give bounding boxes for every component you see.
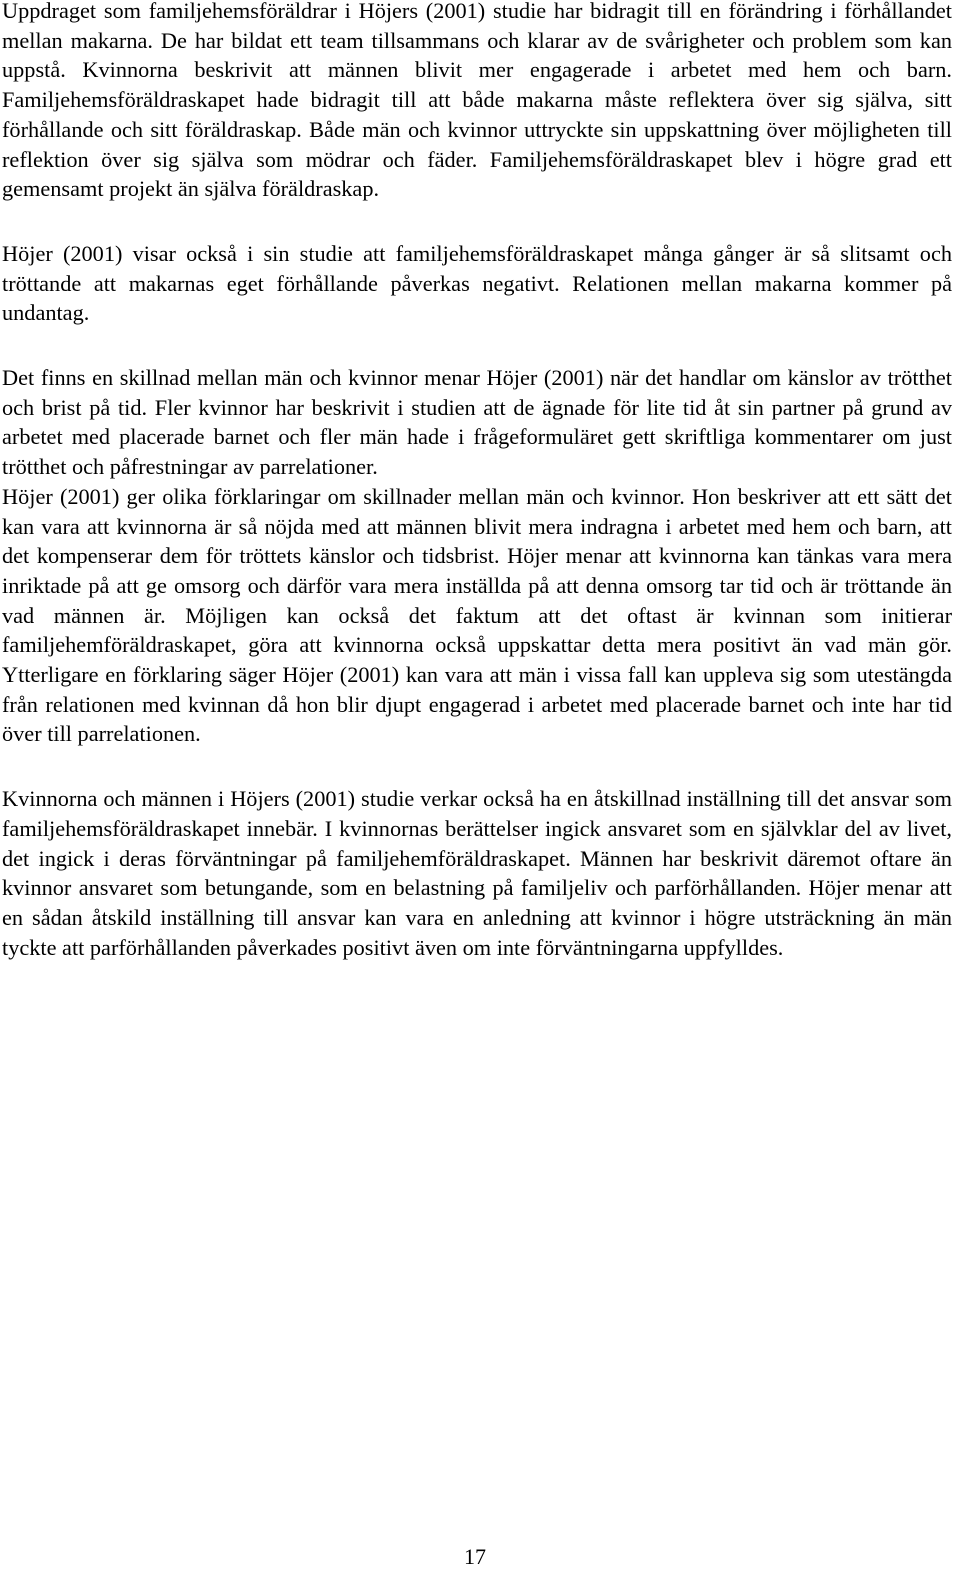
- body-text: [2, 0, 952, 962]
- paragraph-2: Höjer (2001) visar också i sin studie att familjehemsföräldraskapet många gånger är så slitsamt och tröttande att makarnas eget förhållande påverkas negativt. Relationen mellan makarna kommer på undantag.: [2, 240, 952, 326]
- paragraph-3: Det finns en skillnad mellan män och kvinnor menar Höjer (2001) när det handlar om känslor av trötthet och brist på tid. Fler kvinnor har beskrivit i studien att de ägnade för lite tid åt sin partner på grund av arbetet med placerade barnet och fler män hade i frågeformuläret gett skriftliga kommentarer om just trötthet och påfrestningar av parrelationer.: [2, 365, 952, 480]
- paragraph-4: Höjer (2001) ger olika förklaringar om skillnader mellan män och kvinnor. Hon beskriver att ett sätt det kan vara att kvinnorna är så nöjda med att männen blivit mera indragna i arbetet med hem och barn, att det kompenserar dem för tröttets känslor och tidsbrist. Höjer menar att kvinnorna kan tänkas vara mera inriktade på att ge omsorg och därför vara mera inställda på att denna omsorg tar tid och är tröttande än vad männen är. Möjligen kan också det faktum att det oftast är kvinnan som initierar familjehemföräldraskapet, göra att kvinnorna också uppskattar detta mera positivt än vad män gör. Ytterligare en förklaring säger Höjer (2001) kan vara att män i vissa fall kan uppleva sig som utestängda från relationen med kvinnan då hon blir djupt engagerad i arbetet med placerade barnet och inte har tid över till parrelationen.: [2, 483, 952, 747]
- paragraph-5: Kvinnorna och männen i Höjers (2001) studie verkar också ha en åtskillnad inställning till det ansvar som familjehemsföräldraskapet innebär. I kvinnornas berättelser ingick ansvaret som en självklar del av livet, det ingick i deras förväntningar på familjehemföräldraskapet. Männen har beskrivit däremot oftare än kvinnor ansvaret som betungande, som en belastning på familjeliv och parförhållanden. Höjer menar att en sådan åtskild inställning till ansvar kan vara en anledning att kvinnor i högre utsträckning än män tyckte att parförhållanden påverkades positivt även om inte förväntningarna uppfylldes.: [2, 786, 952, 960]
- paragraph-1: Uppdraget som familjehemsföräldrar i Höjers (2001) studie har bidragit till en förändring i förhållandet mellan makarna. De har bildat ett team tillsammans och klarar av de svårigheter och problem som kan uppstå. Kvinnorna beskrivit att männen blivit mer engagerade i arbetet med hem och barn. Familjehemsföräldraskapet hade bidragit till att både makarna måste reflektera över sig själva, sitt förhållande och sitt föräldraskap. Både män och kvinnor uttryckte sin uppskattning över möjligheten till reflektion över sig själva som mödrar och fäder. Familjehemsföräldraskapet blev i högre grad ett gemensamt projekt än själva föräldraskap.: [2, 0, 952, 202]
- page-number: 17: [464, 1544, 486, 1569]
